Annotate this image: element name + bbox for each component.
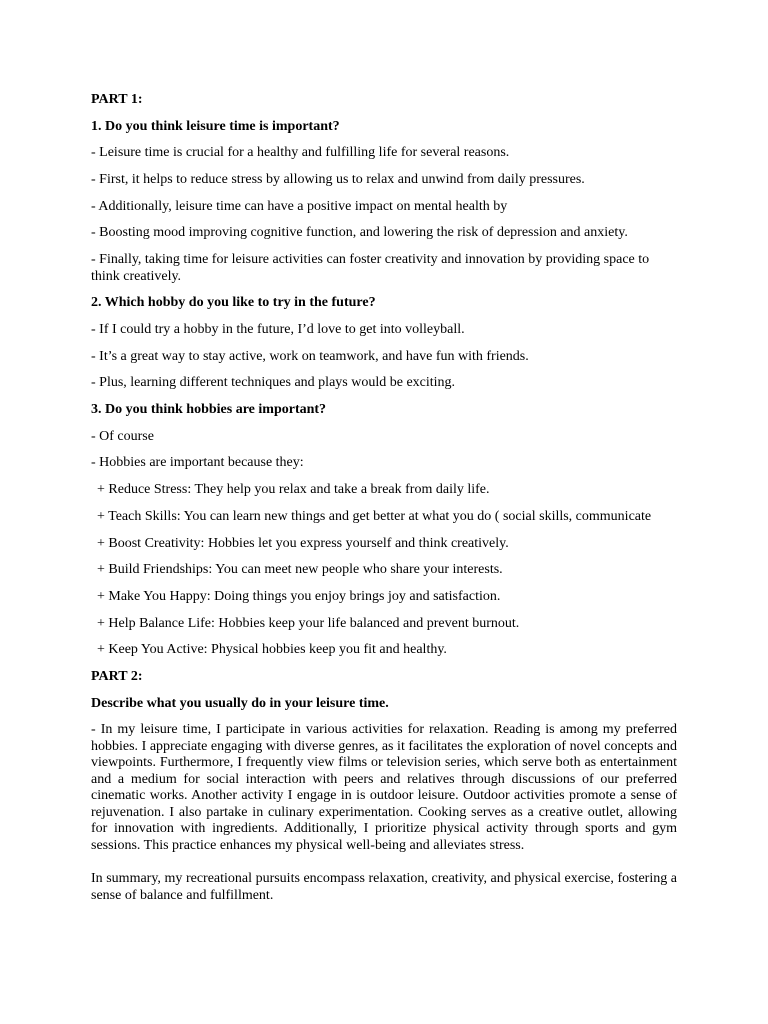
q2-answer-3: - Plus, learning different techniques and plays would be exciting. — [91, 375, 456, 391]
part2-paragraph-1: - In my leisure time, I participate in various activities for relaxation. Reading is among my preferred hobbies. I appreciate engaging with diverse genres, as it facilitates the exploration of novel concepts and viewpoints. Furthermore, I frequently view films or television series, which serve both as entertainment and a medium for social interaction with peers and relatives through discussions of our preferred cinematic works. Another activity I engage in is outdoor leisure. Outdoor activities promote a sense of rejuvenation. I also partake in culinary experimentation. Cooking serves as a creative outlet, allowing for innovation with ingredients. Additionally, I prioritize physical activity through sports and gym sessions. This practice enhances my physical well-being and alleviates stress. — [91, 722, 677, 853]
q3-reason-6: + Help Balance Life: Hobbies keep your life balanced and prevent burnout. — [97, 615, 520, 631]
q3-reason-4: + Build Friendships: You can meet new people who share your interests. — [97, 562, 503, 578]
q3-reason-7: + Keep You Active: Physical hobbies keep you fit and healthy. — [97, 642, 447, 658]
q1-answer-3: - Additionally, leisure time can have a positive impact on mental health by — [91, 198, 508, 214]
q1-answer-4: - Boosting mood improving cognitive function, and lowering the risk of depression and anxiety. — [91, 225, 628, 241]
q3-answer-1: - Of course — [91, 428, 154, 444]
q1-answer-2: - First, it helps to reduce stress by allowing us to relax and unwind from daily pressures. — [91, 172, 585, 188]
part1-heading: PART 1: — [91, 92, 143, 107]
question-2: 2. Which hobby do you like to try in the future? — [91, 295, 376, 311]
question-1: 1. Do you think leisure time is important? — [91, 118, 340, 134]
q3-answer-2: - Hobbies are important because they: — [91, 455, 304, 471]
document-page — [91, 92, 677, 915]
q3-reason-3: + Boost Creativity: Hobbies let you express yourself and think creatively. — [97, 535, 509, 551]
q1-answer-1: - Leisure time is crucial for a healthy and fulfilling life for several reasons. — [91, 145, 510, 161]
q3-reason-5: + Make You Happy: Doing things you enjoy brings joy and satisfaction. — [97, 588, 501, 604]
q3-reason-1: + Reduce Stress: They help you relax and take a break from daily life. — [97, 482, 490, 498]
q3-reason-2: + Teach Skills: You can learn new things and get better at what you do ( social skills, communicate — [97, 508, 652, 524]
part2-heading: PART 2: — [91, 668, 143, 684]
q2-answer-2: - It’s a great way to stay active, work on teamwork, and have fun with friends. — [91, 348, 529, 364]
q1-answer-5: - Finally, taking time for leisure activities can foster creativity and innovation by providing space to think creatively. — [91, 252, 650, 284]
q2-answer-1: - If I could try a hobby in the future, I’d love to get into volleyball. — [91, 322, 465, 337]
part2-prompt: Describe what you usually do in your leisure time. — [91, 695, 389, 711]
question-3: 3. Do you think hobbies are important? — [91, 402, 327, 418]
part2-paragraph-2: In summary, my recreational pursuits encompass relaxation, creativity, and physical exercise, fostering a sense of balance and fulfillment. — [91, 871, 677, 903]
